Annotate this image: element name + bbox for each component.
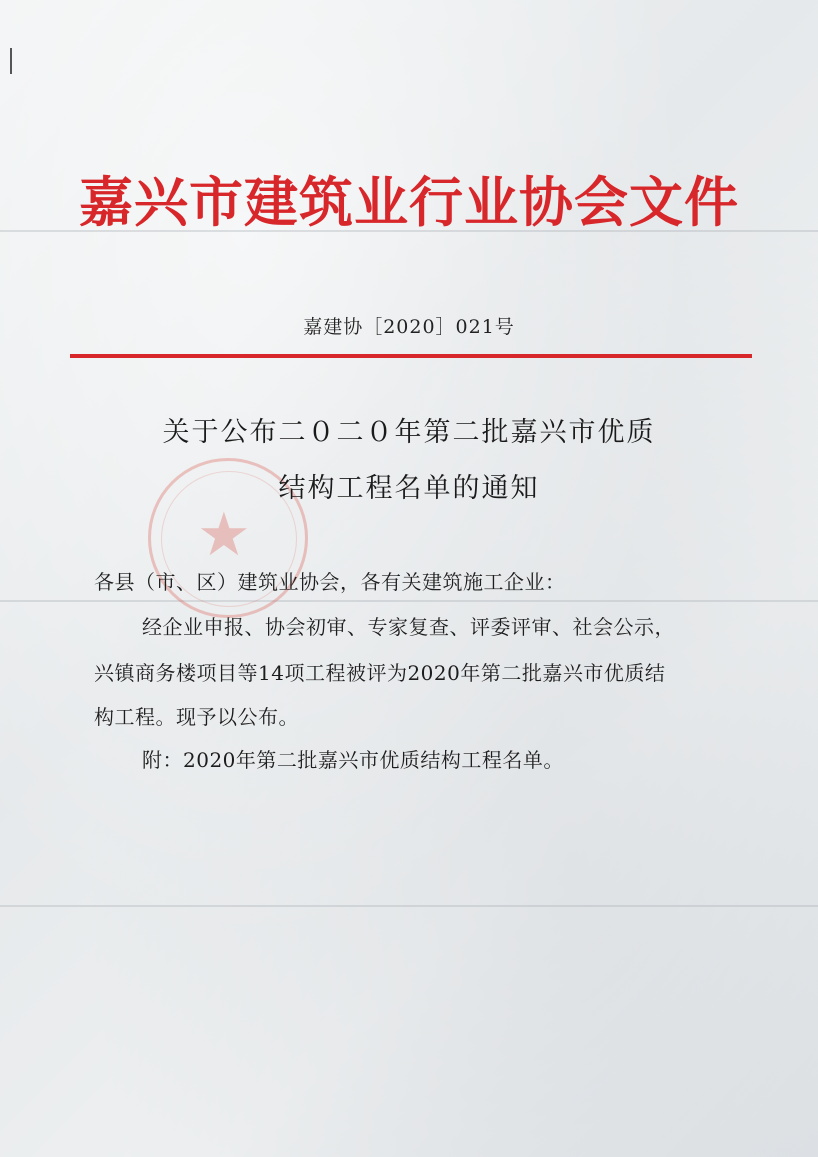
paper-fold bbox=[0, 600, 818, 602]
attachment-line: 附：2020年第二批嘉兴市优质结构工程名单。 bbox=[142, 748, 564, 772]
document-header-title: 嘉兴市建筑业行业协会文件 bbox=[79, 171, 739, 234]
paper-edge-mark bbox=[10, 48, 12, 74]
notice-title-line-1: 关于公布二０二０年第二批嘉兴市优质 bbox=[162, 417, 656, 448]
header-red-rule bbox=[70, 354, 752, 358]
body-paragraph-line-2: 兴镇商务楼项目等14项工程被评为2020年第二批嘉兴市优质结 bbox=[94, 661, 666, 685]
document-number: 嘉建协［2020］021号 bbox=[303, 316, 515, 338]
notice-title-line-2: 结构工程名单的通知 bbox=[278, 473, 540, 504]
paper-fold bbox=[0, 905, 818, 907]
seal-star-icon: ★ bbox=[197, 500, 251, 570]
body-paragraph-line-3: 构工程。现予以公布。 bbox=[94, 705, 299, 729]
salutation: 各县（市、区）建筑业协会，各有关建筑施工企业： bbox=[94, 570, 566, 594]
body-paragraph-line-1: 经企业申报、协会初审、专家复查、评委评审、社会公示， bbox=[142, 615, 675, 639]
